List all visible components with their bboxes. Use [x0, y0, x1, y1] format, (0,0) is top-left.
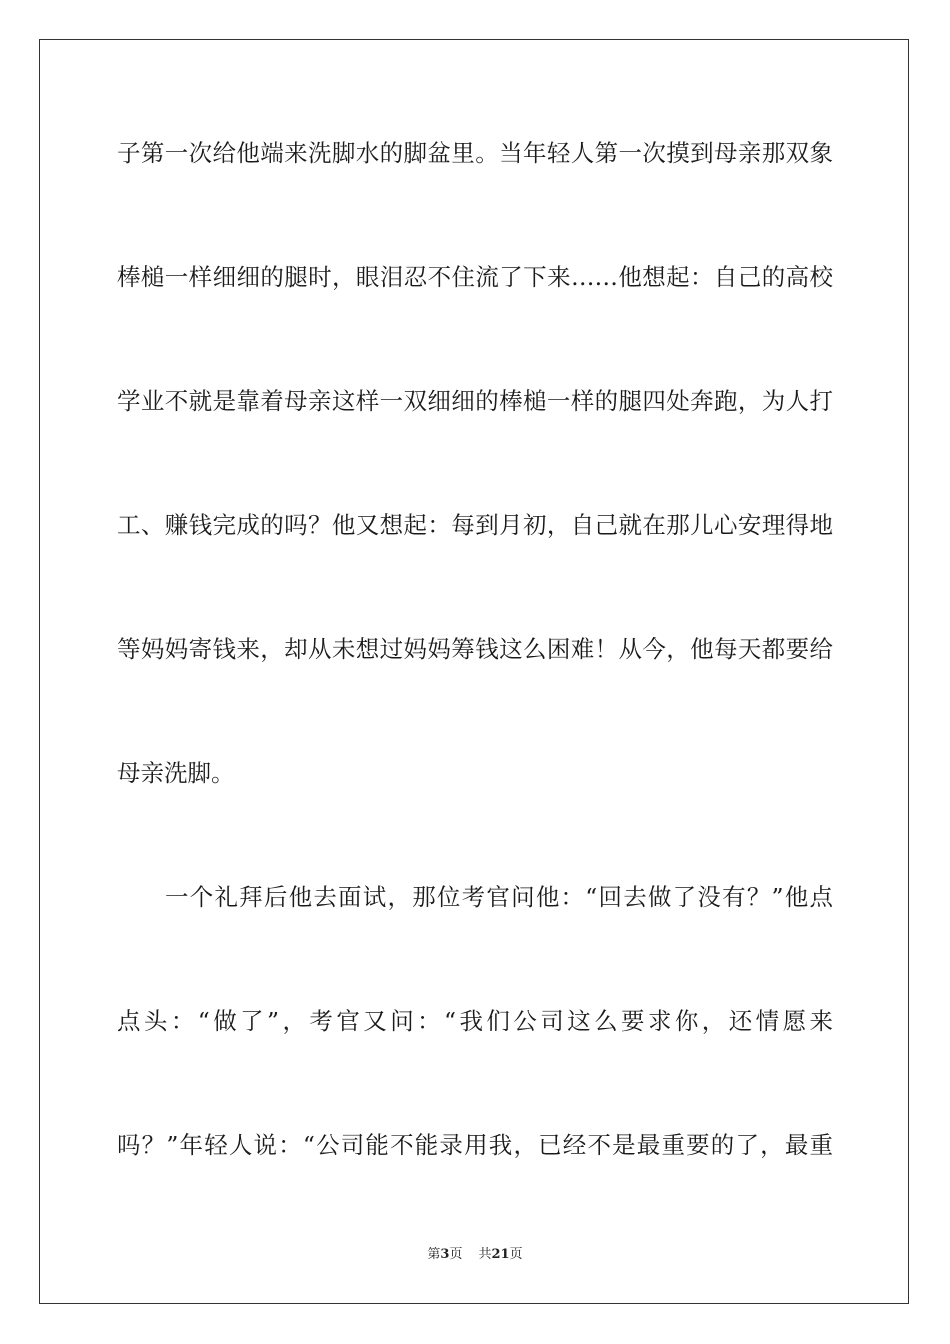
total-pages-label [478, 1247, 522, 1262]
text-line: 工、赚钱完成的吗？他又想起：每到月初，自己就在那儿心安理得地 [117, 511, 833, 539]
page-prefix: 第 [427, 1247, 441, 1262]
paragraph-first-line: 一个礼拜后他去面试，那位考官问他：“回去做了没有？”他点 [165, 883, 833, 911]
text-line: 母亲洗脚。 [117, 759, 235, 787]
text-line: 点头：“做了”，考官又问：“我们公司这么要求你，还情愿来 [117, 1007, 833, 1035]
page-suffix: 页 [449, 1247, 463, 1262]
page-number-label [427, 1247, 462, 1262]
text-line: 等妈妈寄钱来，却从未想过妈妈筹钱这么困难！从今，他每天都要给 [117, 635, 833, 663]
page-border [39, 39, 909, 1304]
text-line: 吗？”年轻人说：“公司能不能录用我，已经不是最重要的了，最重 [117, 1131, 833, 1159]
text-line: 棒槌一样细细的腿时，眼泪忍不住流了下来……他想起：自己的高校 [117, 263, 833, 291]
text-line: 学业不就是靠着母亲这样一双细细的棒槌一样的腿四处奔跑，为人打 [117, 387, 833, 415]
page-number: 3 [440, 1247, 450, 1262]
total-prefix: 共 [478, 1247, 492, 1262]
page-footer [0, 1246, 950, 1264]
text-line: 子第一次给他端来洗脚水的脚盆里。当年轻人第一次摸到母亲那双象 [117, 139, 833, 167]
total-suffix: 页 [509, 1247, 523, 1262]
total-pages: 21 [491, 1247, 510, 1262]
